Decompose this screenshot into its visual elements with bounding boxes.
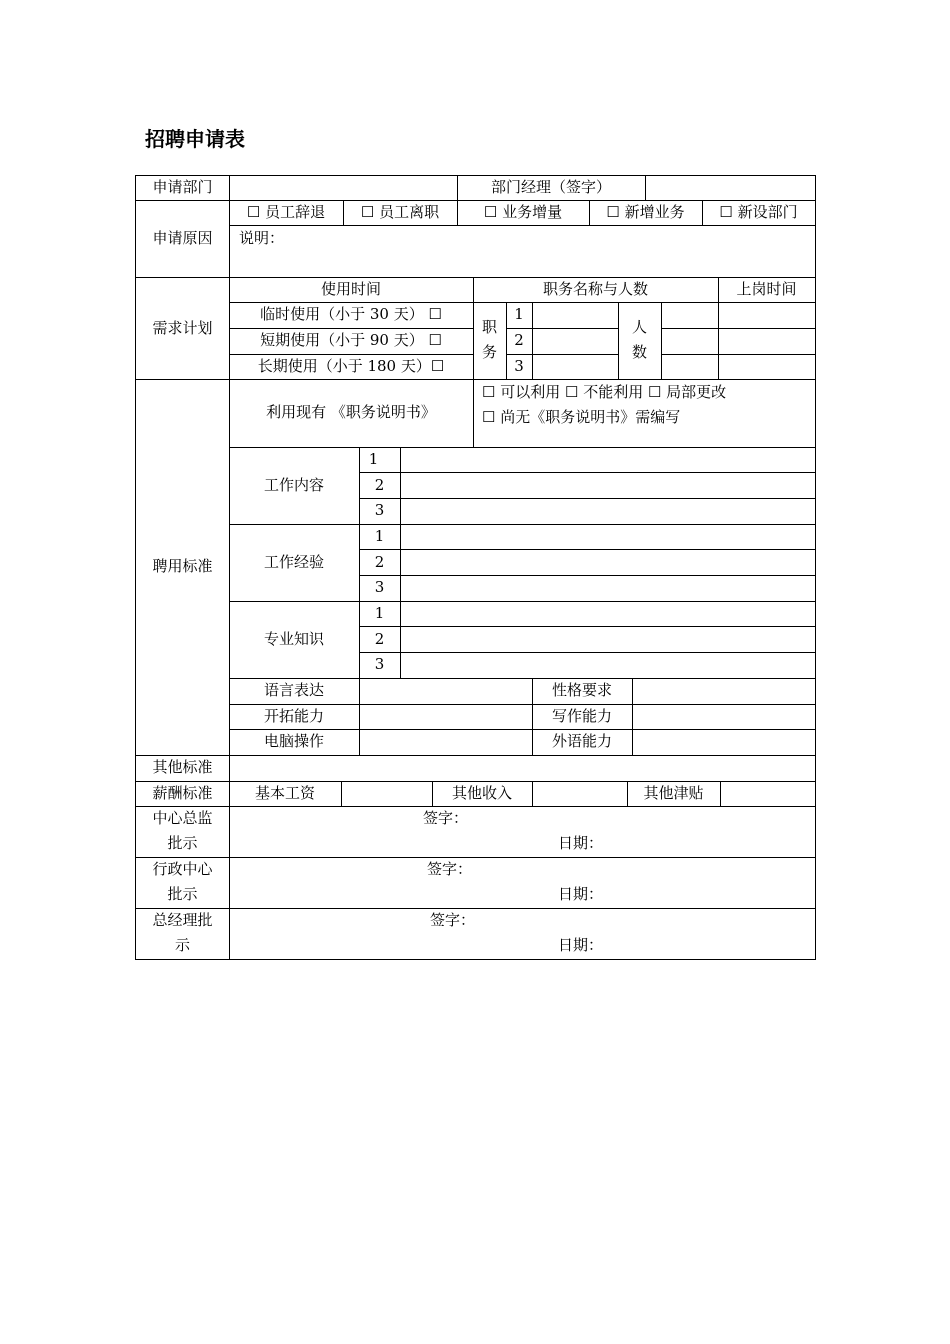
approval-general-manager-label-2: 示 <box>174 936 190 954</box>
approval-general-manager-label: 总经理批 <box>152 911 213 929</box>
approval-general-manager-date[interactable]: 日期： <box>558 936 604 954</box>
plan-post-char2: 务 <box>481 343 497 361</box>
table-line <box>661 328 816 329</box>
criteria-jd-options-line1[interactable]: ☐ 可以利用 ☐ 不能利用 ☐ 局部更改 <box>482 383 727 401</box>
work-content-num-2: 2 <box>374 476 385 494</box>
table-line <box>720 781 721 806</box>
dept-manager-sign-label: 部门经理（签字） <box>490 178 611 196</box>
approval-admin-center-date[interactable]: 日期： <box>558 885 604 903</box>
criteria-label: 聘用标准 <box>152 557 213 575</box>
reason-option-business-growth[interactable]: ☐ 业务增量 <box>483 203 563 221</box>
criteria-language-label: 语言表达 <box>263 681 324 699</box>
approval-center-director-label-2: 批示 <box>167 834 198 852</box>
criteria-jd-label: 利用现有 《职务说明书》 <box>266 403 436 421</box>
table-line <box>359 549 816 550</box>
table-line <box>135 908 816 909</box>
plan-num-2: 2 <box>514 331 524 349</box>
work-experience-num-3: 3 <box>374 578 385 596</box>
approval-center-director-date[interactable]: 日期： <box>558 834 604 852</box>
criteria-computer-label: 电脑操作 <box>263 732 324 750</box>
criteria-personality-label: 性格要求 <box>551 681 612 699</box>
dept-manager-sign-cell[interactable] <box>646 175 815 200</box>
approval-admin-center-label-2: 批示 <box>167 885 198 903</box>
table-line <box>400 447 401 678</box>
reason-option-dismissal[interactable]: ☐ 员工辞退 <box>246 203 326 221</box>
approval-center-director-label: 中心总监 <box>152 809 213 827</box>
reason-note-label: 说明： <box>239 229 285 247</box>
plan-col-start: 上岗时间 <box>736 280 797 298</box>
table-line <box>359 652 816 653</box>
table-border-bottom <box>135 959 816 960</box>
page-title: 招聘申请表 <box>145 127 245 151</box>
table-line <box>135 857 816 858</box>
approval-admin-center-sign[interactable]: 签字： <box>427 860 473 878</box>
plan-time-short-term[interactable]: 短期使用（小于 90 天） ☐ <box>260 331 442 349</box>
table-line <box>532 781 533 806</box>
table-line <box>229 601 816 602</box>
criteria-work-experience-label: 工作经验 <box>263 553 324 571</box>
salary-other-income-label: 其他收入 <box>451 784 512 802</box>
table-line <box>135 806 816 807</box>
work-content-num-1: 1 <box>368 450 379 468</box>
table-border-right <box>815 175 816 960</box>
plan-people-char1: 人 <box>631 318 647 336</box>
table-line <box>229 225 816 226</box>
salary-label: 薪酬标准 <box>152 784 213 802</box>
plan-col-post: 职务名称与人数 <box>542 280 648 298</box>
table-line <box>359 575 816 576</box>
criteria-jd-options-line2[interactable]: ☐ 尚无《职务说明书》需编写 <box>482 408 681 426</box>
other-criteria-label: 其他标准 <box>152 758 213 776</box>
other-criteria-cell[interactable] <box>230 756 815 781</box>
approval-center-director-sign[interactable]: 签字： <box>423 809 469 827</box>
plan-num-3: 3 <box>514 357 524 375</box>
plan-num-1: 1 <box>514 305 524 323</box>
table-line <box>359 472 816 473</box>
work-experience-num-1: 1 <box>374 527 385 545</box>
plan-label: 需求计划 <box>152 319 213 337</box>
table-line <box>661 302 662 379</box>
table-line <box>359 498 816 499</box>
table-line <box>341 781 342 806</box>
table-line <box>532 302 533 379</box>
criteria-knowledge-label: 专业知识 <box>263 630 324 648</box>
knowledge-num-3: 3 <box>374 655 385 673</box>
reason-option-new-business[interactable]: ☐ 新增业务 <box>606 203 685 221</box>
work-content-num-3: 3 <box>374 501 385 519</box>
plan-col-time: 使用时间 <box>320 280 381 298</box>
plan-post-char1: 职 <box>481 318 497 336</box>
criteria-work-content-label: 工作内容 <box>263 476 324 494</box>
table-line <box>632 678 633 755</box>
criteria-development-label: 开拓能力 <box>263 707 324 725</box>
table-line <box>229 447 816 448</box>
table-line <box>229 524 816 525</box>
salary-allowance-label: 其他津贴 <box>643 784 704 802</box>
criteria-foreign-language-label: 外语能力 <box>551 732 612 750</box>
dept-label: 申请部门 <box>152 178 213 196</box>
plan-time-temporary[interactable]: 临时使用（小于 30 天） ☐ <box>260 305 442 323</box>
approval-general-manager-sign[interactable]: 签字： <box>430 911 476 929</box>
work-experience-num-2: 2 <box>374 553 385 571</box>
plan-time-long-term[interactable]: 长期使用（小于 180 天）☐ <box>257 357 445 375</box>
table-line <box>661 354 816 355</box>
table-line <box>359 626 816 627</box>
knowledge-num-2: 2 <box>374 630 385 648</box>
dept-input-cell[interactable] <box>230 175 457 200</box>
reason-option-resignation[interactable]: ☐ 员工离职 <box>360 203 440 221</box>
approval-admin-center-label: 行政中心 <box>152 860 213 878</box>
criteria-writing-label: 写作能力 <box>551 707 612 725</box>
plan-people-char2: 数 <box>631 343 647 361</box>
knowledge-num-1: 1 <box>374 604 385 622</box>
salary-base-label: 基本工资 <box>254 784 315 802</box>
reason-label: 申请原因 <box>152 229 213 247</box>
reason-option-new-department[interactable]: ☐ 新设部门 <box>719 203 798 221</box>
